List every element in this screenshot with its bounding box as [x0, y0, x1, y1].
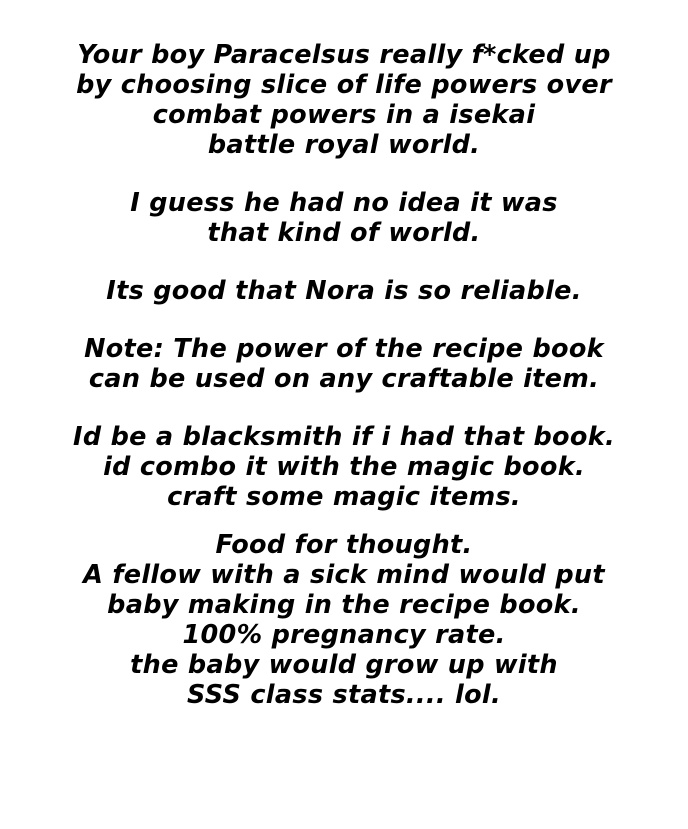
text-line: combat powers in a isekai: [152, 100, 536, 130]
paragraph-6: [20, 530, 668, 710]
paragraph-4: [20, 334, 668, 394]
text-line: that kind of world.: [207, 218, 481, 248]
text-line: Id be a blacksmith if i had that book.: [73, 422, 615, 452]
paragraph-1: [20, 40, 668, 160]
text-line: A fellow with a sick mind would put: [83, 560, 605, 590]
text-line: craft some magic items.: [167, 482, 521, 512]
text-line: I guess he had no idea it was: [130, 188, 558, 218]
text-line: battle royal world.: [207, 130, 481, 160]
text-line: SSS class stats.... lol.: [187, 680, 501, 710]
text-line: the baby would grow up with: [130, 650, 558, 680]
text-line: Note: The power of the recipe book: [84, 334, 604, 364]
text-line: Food for thought.: [215, 530, 473, 560]
text-line: Your boy Paracelsus really f*cked up: [77, 40, 611, 70]
text-line: can be used on any craftable item.: [88, 364, 600, 394]
text-line: 100% pregnancy rate.: [182, 620, 506, 650]
paragraph-5: [20, 422, 668, 512]
text-line: Its good that Nora is so reliable.: [106, 276, 582, 306]
text-line: id combo it with the magic book.: [103, 452, 585, 482]
paragraph-2: [20, 188, 668, 248]
text-line: by choosing slice of life powers over: [76, 70, 612, 100]
text-line: baby making in the recipe book.: [107, 590, 581, 620]
paragraph-3: [20, 276, 668, 306]
